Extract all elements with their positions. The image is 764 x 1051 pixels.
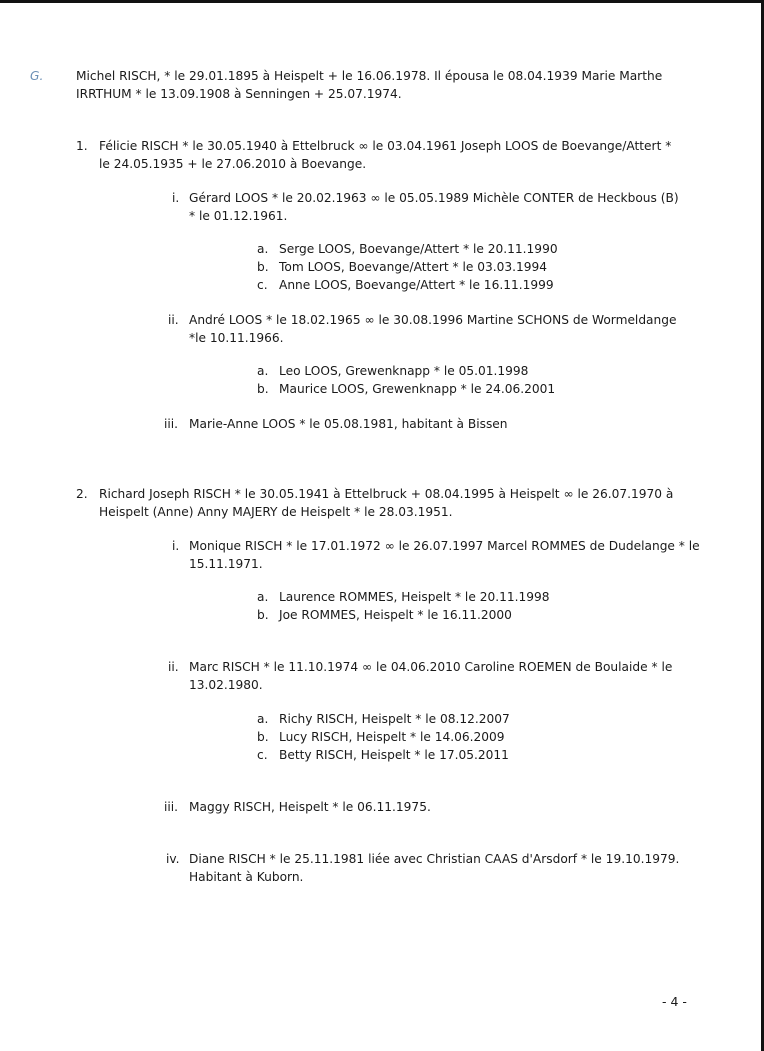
child-line: Gérard LOOS * le 20.02.1963 ∞ le 05.05.1989 Michèle CONTER de Heckbous (B) [189,191,679,205]
entry-line: Richard Joseph RISCH * le 30.05.1941 à Ettelbruck + 08.04.1995 à Heispelt ∞ le 26.07.1970 à [99,487,674,501]
child-line: Marc RISCH * le 11.10.1974 ∞ le 04.06.2010 Caroline ROEMEN de Boulaide * le [189,660,673,674]
section-marker: G. [30,69,44,83]
entry-marker: 1. [76,139,88,153]
list-item: b. Tom LOOS, Boevange/Attert * le 03.03.1994 [257,260,548,274]
child-marker: iv. [166,852,180,866]
entry-line: Heispelt (Anne) Anny MAJERY de Heispelt * le 28.03.1951. [99,505,453,519]
child-line: Diane RISCH * le 25.11.1981 liée avec Christian CAAS d'Arsdorf * le 19.10.1979. [189,852,680,866]
child-line: Maggy RISCH, Heispelt * le 06.11.1975. [189,800,431,814]
child-line: Monique RISCH * le 17.01.1972 ∞ le 26.07.1997 Marcel ROMMES de Dudelange * le [189,539,700,553]
page-number: - 4 - [662,994,687,1009]
list-item: a. Serge LOOS, Boevange/Attert * le 20.11.1990 [257,242,558,256]
section-line-2: IRRTHUM * le 13.09.1908 à Senningen + 25.07.1974. [76,87,402,101]
child-line: 15.11.1971. [189,557,263,571]
grandchild-list [257,240,558,294]
list-item: c. Betty RISCH, Heispelt * le 17.05.2011 [257,748,509,762]
child-marker: ii. [168,660,179,674]
scan-top-edge [0,0,764,3]
child-line: André LOOS * le 18.02.1965 ∞ le 30.08.1996 Martine SCHONS de Wormeldange [189,313,677,327]
child-line: Marie-Anne LOOS * le 05.08.1981, habitant à Bissen [189,417,508,431]
grandchild-list [257,588,550,624]
grandchild-list [257,710,510,764]
grandchild-list [257,362,556,398]
list-item: a. Laurence ROMMES, Heispelt * le 20.11.1998 [257,590,550,604]
child-line: *le 10.11.1966. [189,331,284,345]
child-marker: iii. [164,800,179,814]
entry-line: le 24.05.1935 + le 27.06.2010 à Boevange. [99,157,367,171]
child-line: 13.02.1980. [189,678,263,692]
entry-line: Félicie RISCH * le 30.05.1940 à Ettelbruck ∞ le 03.04.1961 Joseph LOOS de Boevange/Attert * [99,139,672,153]
list-item: a. Richy RISCH, Heispelt * le 08.12.2007 [257,712,510,726]
list-item: b. Maurice LOOS, Grewenknapp * le 24.06.2001 [257,382,556,396]
child-line: * le 01.12.1961. [189,209,288,223]
child-marker: i. [172,539,180,553]
list-item: a. Leo LOOS, Grewenknapp * le 05.01.1998 [257,364,529,378]
list-item: c. Anne LOOS, Boevange/Attert * le 16.11.1999 [257,278,554,292]
child-marker: ii. [168,313,179,327]
entry-marker: 2. [76,487,88,501]
section-line-1: Michel RISCH, * le 29.01.1895 à Heispelt + le 16.06.1978. Il épousa le 08.04.1939 Marie Marthe [76,69,663,83]
list-item: b. Joe ROMMES, Heispelt * le 16.11.2000 [257,608,512,622]
child-marker: i. [172,191,180,205]
child-line: Habitant à Kuborn. [189,870,304,884]
child-marker: iii. [164,417,179,431]
list-item: b. Lucy RISCH, Heispelt * le 14.06.2009 [257,730,505,744]
